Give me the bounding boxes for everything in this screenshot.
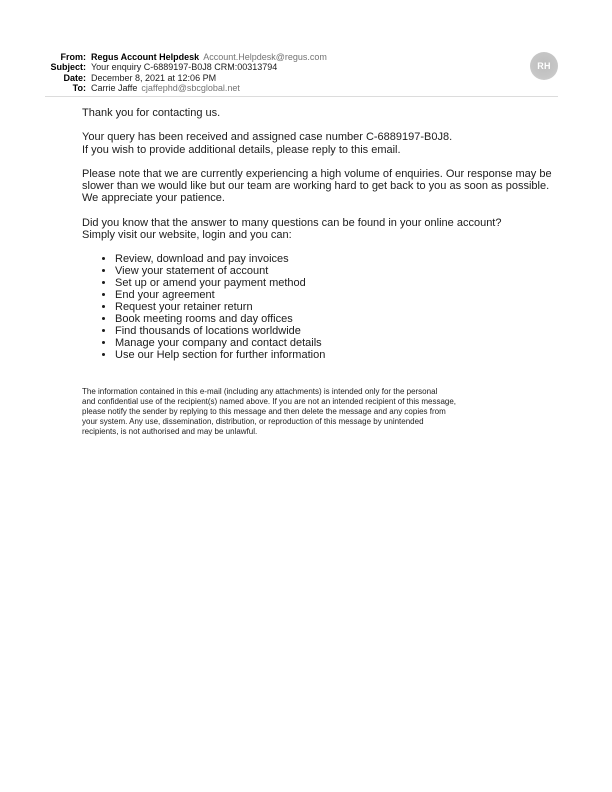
paragraph-case-number [82,131,582,156]
bullet-item: • Use our Help section for further information [115,349,582,361]
disclaimer-line: recipients, is not authorised and may be unlawful. [82,427,258,437]
from-field-value [91,52,327,62]
date-field-label: Date: [63,72,86,83]
body-line: Your query has been received and assigned case number C-6889197-B0J8. [82,131,453,144]
sender-email: Account.Helpdesk@regus.com [203,52,327,62]
to-field-label: To: [72,82,86,93]
body-line: Thank you for contacting us. [82,107,221,119]
to-field-value [91,83,240,93]
disclaimer-line: please notify the sender by replying to this message and then delete the message and any copies from [82,407,446,417]
bullet-item: • Find thousands of locations worldwide [115,325,582,337]
body-line: Please note that we are currently experiencing a high volume of enquiries. Our response may be [82,167,552,180]
body-line: If you wish to provide additional details, please reply to this email. [82,143,401,156]
confidentiality-disclaimer [82,387,582,437]
sender-name: Regus Account Helpdesk [91,52,200,62]
date-value: December 8, 2021 at 12:06 PM [91,72,217,83]
body-line: We appreciate your patience. [82,192,225,205]
avatar-initials: RH [537,61,551,71]
online-account-feature-list [82,253,582,361]
header-divider [45,96,558,97]
bullet-item: • Manage your company and contact details [115,337,582,349]
disclaimer-line: your system. Any use, dissemination, distribution, or reproduction of this message by unintended [82,417,424,427]
body-line: slower than we would like but our team are working hard to get back to you as soon as possible. [82,180,550,193]
from-field-label: From: [60,52,86,62]
email-body [82,107,582,437]
body-line: Simply visit our website, login and you can: [82,229,292,242]
header-row-to [0,83,612,93]
disclaimer-line: The information contained in this e-mail (including any attachments) is intended only for the personal [82,387,438,397]
header-row-date [0,73,612,83]
subject-field-label: Subject: [50,62,86,73]
bullet-item: • End your agreement [115,289,582,301]
body-line: Did you know that the answer to many questions can be found in your online account? [82,216,502,229]
header-row-subject [0,62,612,72]
bullet-item: • Book meeting rooms and day offices [115,313,582,325]
header-row-from [0,52,612,62]
subject-value: Your enquiry C-6889197-B0J8 CRM:00313794 [91,62,278,73]
recipient-name: Carrie Jaffe [91,82,138,93]
bullet-item: • Review, download and pay invoices [115,253,582,265]
recipient-email: cjaffephd@sbcglobal.net [141,82,240,93]
email-header [0,52,612,93]
sender-avatar [530,52,558,80]
paragraph-online-account [82,217,582,242]
disclaimer-line: and confidential use of the recipient(s) named above. If you are not an intended recipient of this message, [82,397,457,407]
bullet-item: • Request your retainer return [115,301,582,313]
bullet-item: • View your statement of account [115,265,582,277]
bullet-item: • Set up or amend your payment method [115,277,582,289]
paragraph-high-volume [82,168,582,205]
paragraph-greeting [82,107,582,119]
